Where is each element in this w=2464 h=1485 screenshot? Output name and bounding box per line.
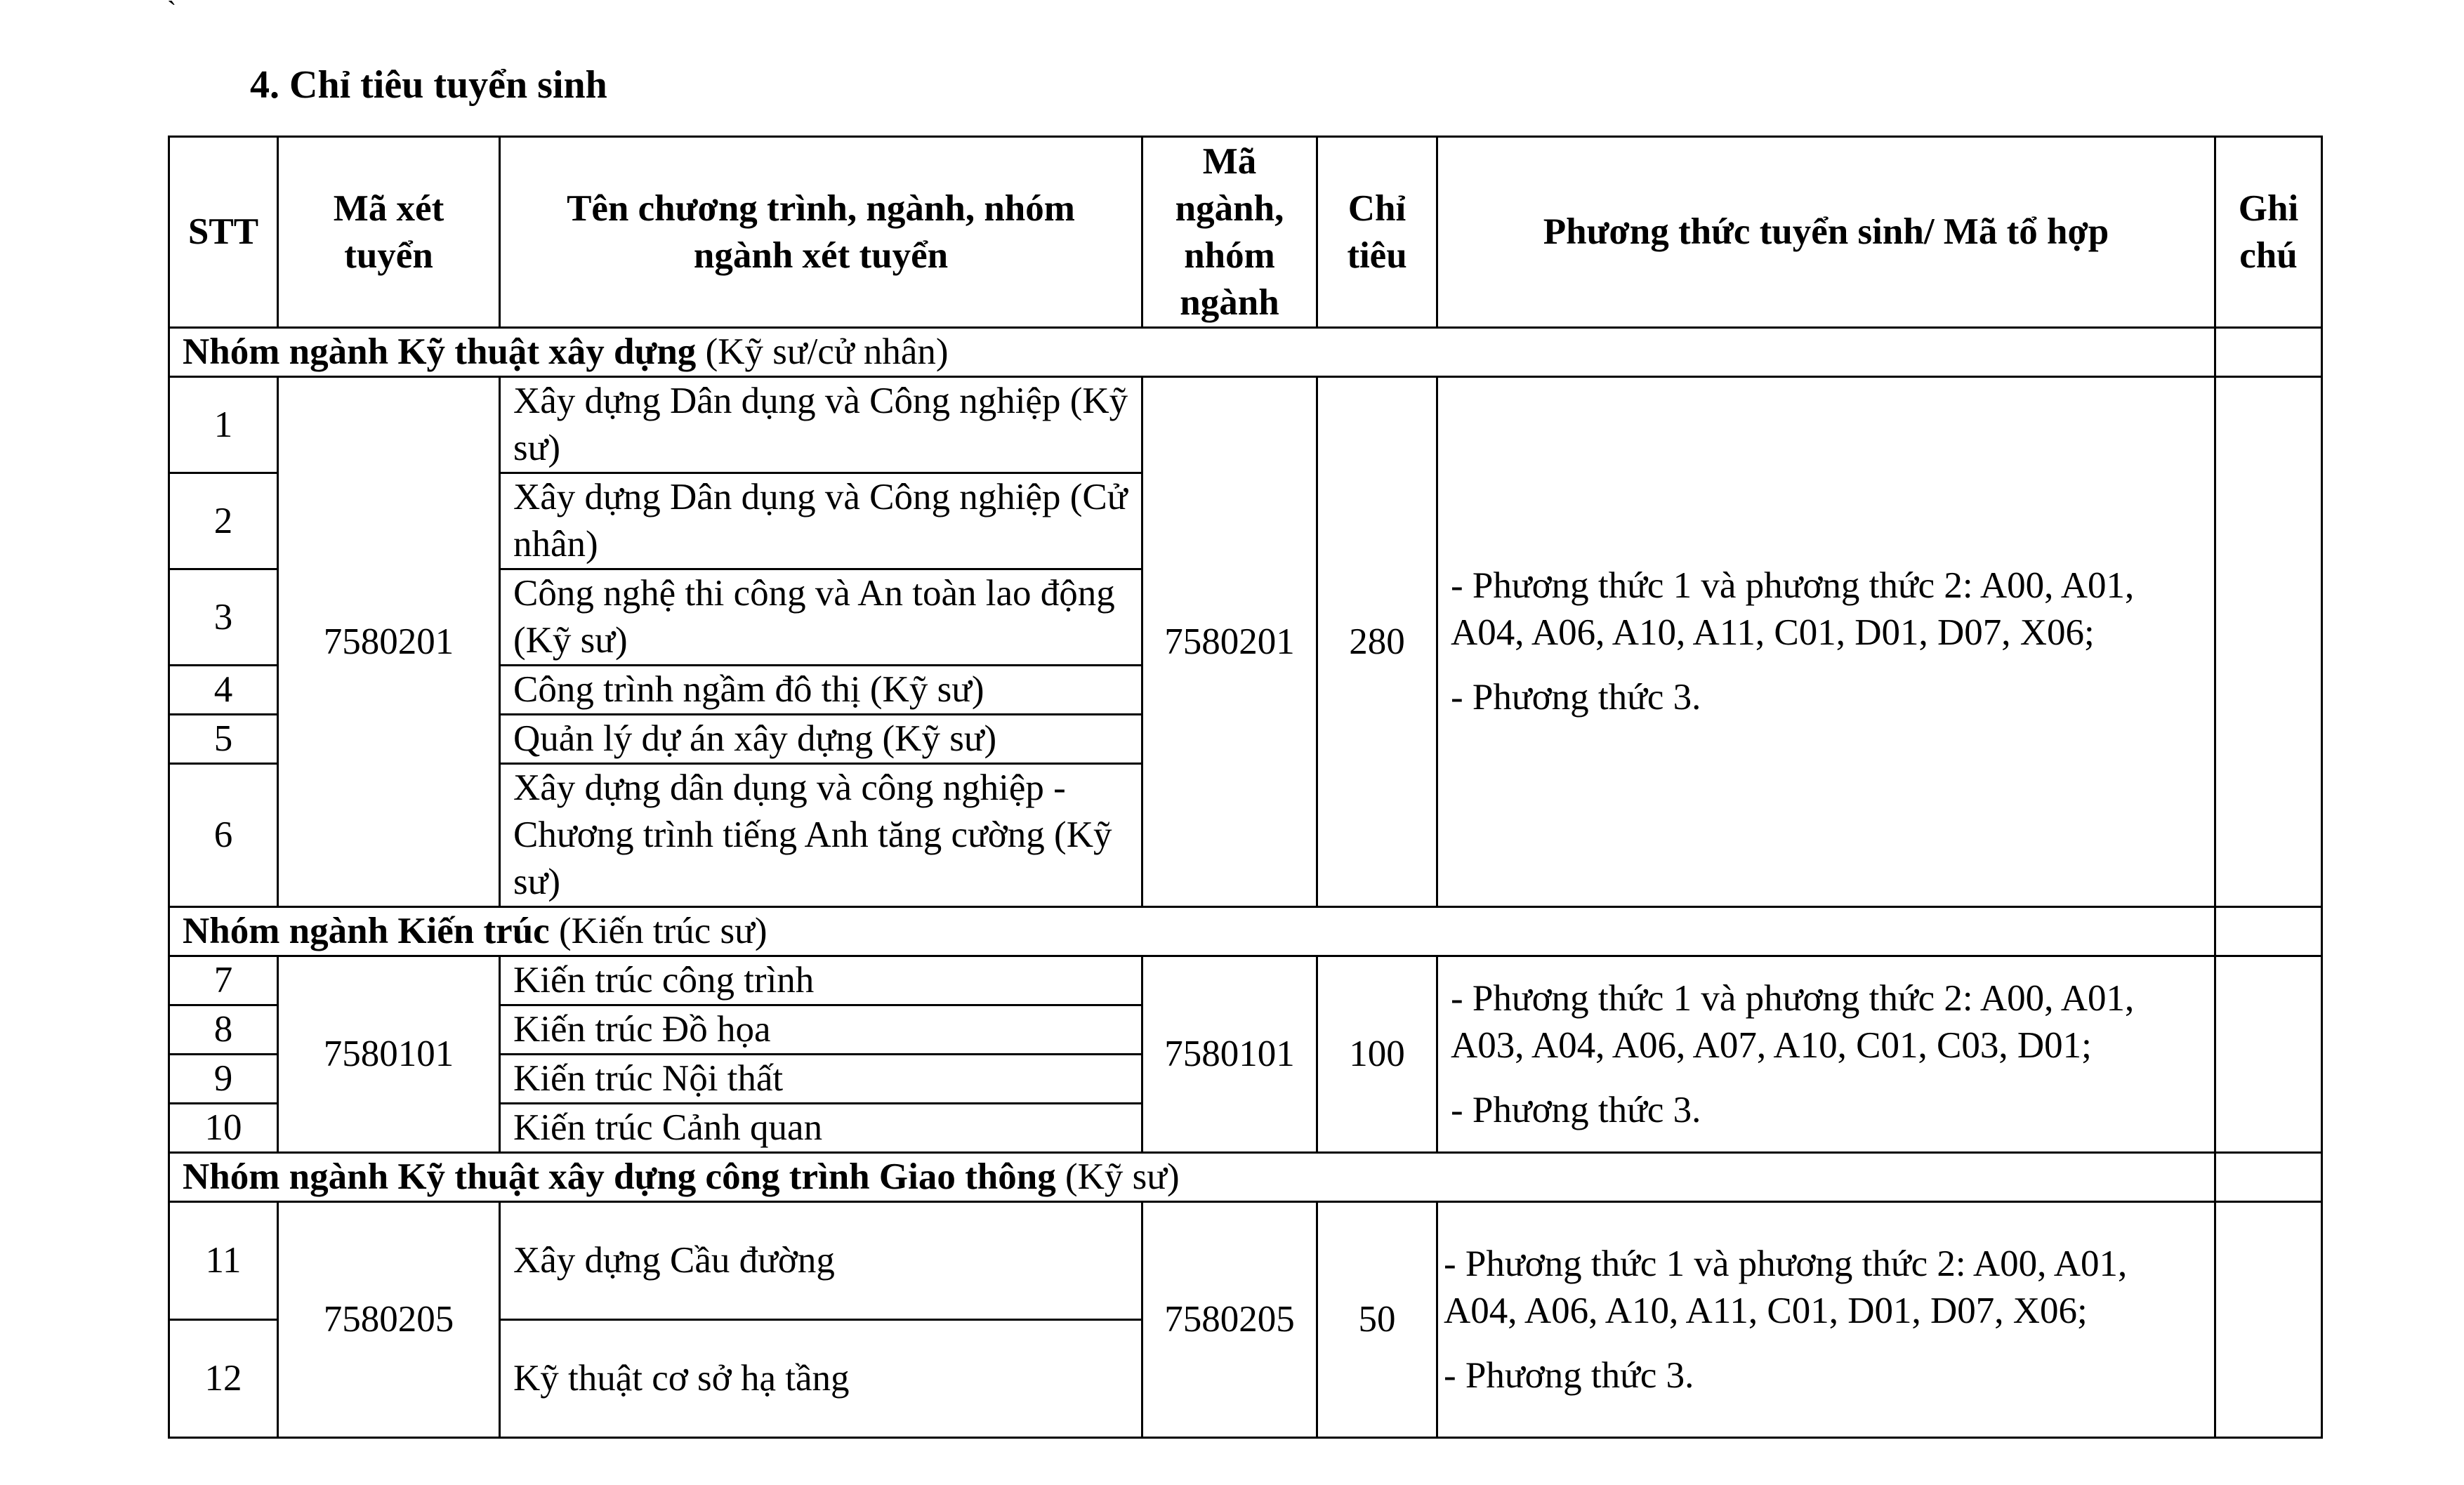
admission-method-cell	[1437, 956, 2215, 1153]
header-ten-chuong-trinh: Tên chương trình, ngành, nhóm ngành xét tuyển	[500, 137, 1142, 328]
ma-xet-tuyen-cell: 7580205	[278, 1202, 500, 1438]
group-title-row	[169, 907, 2322, 956]
chi-tieu-cell: 50	[1317, 1202, 1437, 1438]
section-heading: 4. Chỉ tiêu tuyển sinh	[250, 63, 607, 107]
ma-xet-tuyen-cell: 7580201	[278, 377, 500, 907]
note-cell	[2215, 1202, 2322, 1438]
header-row	[169, 137, 2322, 328]
chi-tieu-cell: 280	[1317, 377, 1437, 907]
tick-mark: `	[167, 0, 177, 27]
note-cell	[2215, 956, 2322, 1153]
program-name-cell: Kỹ thuật cơ sở hạ tầng	[500, 1320, 1142, 1438]
table-row	[169, 1202, 2322, 1320]
method-line-2: - Phương thức 3.	[1451, 677, 1701, 718]
group-title-suffix: (Kỹ sư/cử nhân)	[696, 331, 949, 372]
program-name-cell: Xây dựng dân dụng và công nghiệp - Chương trình tiếng Anh tăng cường (Kỹ sư)	[500, 764, 1142, 907]
stt-cell: 12	[169, 1320, 278, 1438]
group-note-cell	[2215, 907, 2322, 956]
admission-method-cell	[1437, 377, 2215, 907]
ma-nganh-cell: 7580201	[1142, 377, 1317, 907]
program-name-cell: Xây dựng Cầu đường	[500, 1202, 1142, 1320]
program-name-cell: Công trình ngầm đô thị (Kỹ sư)	[500, 666, 1142, 715]
stt-cell: 6	[169, 764, 278, 907]
group-title	[169, 907, 2215, 956]
header-chi-tieu: Chỉ tiêu	[1317, 137, 1437, 328]
program-name-cell: Xây dựng Dân dụng và Công nghiệp (Kỹ sư)	[500, 377, 1142, 473]
header-phuong-thuc: Phương thức tuyển sinh/ Mã tổ hợp	[1437, 137, 2215, 328]
stt-cell: 5	[169, 715, 278, 764]
group-title	[169, 328, 2215, 377]
group-note-cell	[2215, 328, 2322, 377]
program-name-cell: Công nghệ thi công và An toàn lao động (Kỹ sư)	[500, 569, 1142, 666]
group-note-cell	[2215, 1153, 2322, 1202]
table-row	[169, 956, 2322, 1005]
group-title-row	[169, 328, 2322, 377]
program-name-cell: Quản lý dự án xây dựng (Kỹ sư)	[500, 715, 1142, 764]
program-name-cell: Kiến trúc Nội thất	[500, 1055, 1142, 1104]
stt-cell: 10	[169, 1104, 278, 1153]
table-row	[169, 377, 2322, 473]
group-title-suffix: (Kiến trúc sư)	[549, 911, 767, 951]
method-line-1: - Phương thức 1 và phương thức 2: A00, A01, A04, A06, A10, A11, C01, D01, D07, X06;	[1444, 1243, 2128, 1331]
stt-cell: 11	[169, 1202, 278, 1320]
ma-nganh-cell: 7580205	[1142, 1202, 1317, 1438]
ma-nganh-cell: 7580101	[1142, 956, 1317, 1153]
stt-cell: 1	[169, 377, 278, 473]
stt-cell: 8	[169, 1005, 278, 1055]
program-name-cell: Kiến trúc công trình	[500, 956, 1142, 1005]
chi-tieu-cell: 100	[1317, 956, 1437, 1153]
header-ma-xet-tuyen: Mã xét tuyển	[278, 137, 500, 328]
header-ma-nganh: Mã ngành, nhóm ngành	[1142, 137, 1317, 328]
program-name-cell: Xây dựng Dân dụng và Công nghiệp (Cử nhân)	[500, 473, 1142, 569]
method-line-1: - Phương thức 1 và phương thức 2: A00, A01, A03, A04, A06, A07, A10, C01, C03, D01;	[1451, 977, 2135, 1066]
note-cell	[2215, 377, 2322, 907]
ma-xet-tuyen-cell: 7580101	[278, 956, 500, 1153]
program-name-cell: Kiến trúc Đồ họa	[500, 1005, 1142, 1055]
program-name-cell: Kiến trúc Cảnh quan	[500, 1104, 1142, 1153]
group-title-suffix: (Kỹ sư)	[1055, 1156, 1180, 1197]
stt-cell: 4	[169, 666, 278, 715]
admission-method-cell	[1437, 1202, 2215, 1438]
stt-cell: 3	[169, 569, 278, 666]
stt-cell: 2	[169, 473, 278, 569]
group-title-row	[169, 1153, 2322, 1202]
group-title-bold: Nhóm ngành Kỹ thuật xây dựng	[183, 331, 697, 372]
group-title-bold: Nhóm ngành Kỹ thuật xây dựng công trình Giao thông	[183, 1156, 1056, 1197]
group-title-bold: Nhóm ngành Kiến trúc	[183, 911, 550, 951]
header-ghi-chu: Ghi chú	[2215, 137, 2322, 328]
method-line-1: - Phương thức 1 và phương thức 2: A00, A01, A04, A06, A10, A11, C01, D01, D07, X06;	[1451, 565, 2135, 653]
method-line-2: - Phương thức 3.	[1451, 1089, 1701, 1130]
method-line-2: - Phương thức 3.	[1444, 1354, 1694, 1396]
stt-cell: 7	[169, 956, 278, 1005]
stt-cell: 9	[169, 1055, 278, 1104]
admission-quota-table	[168, 136, 2323, 1439]
group-title	[169, 1153, 2215, 1202]
header-stt: STT	[169, 137, 278, 328]
